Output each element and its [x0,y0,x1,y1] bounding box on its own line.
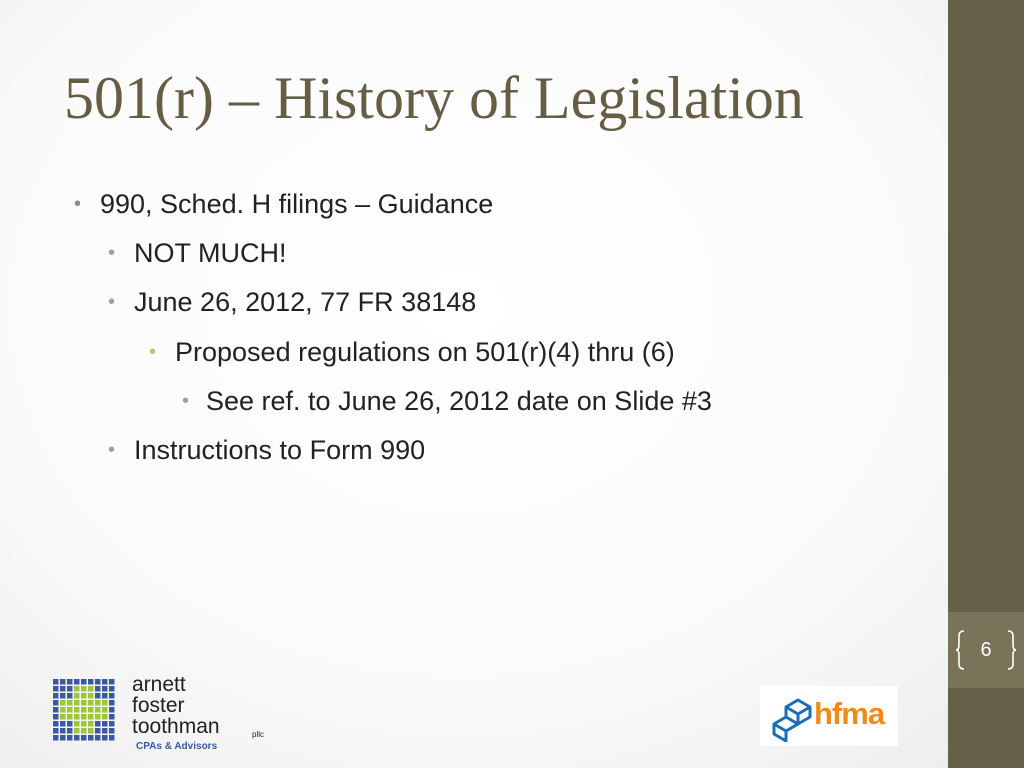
slide-title: 501(r) – History of Legislation [64,65,804,131]
slide-number: 6 [980,638,992,661]
aft-grid-square [102,693,108,699]
aft-name-line-1: arnett [132,673,186,696]
aft-grid-square [109,700,115,706]
aft-grid-square [60,735,66,741]
aft-grid-square [95,686,101,692]
bullet-item [182,381,712,421]
aft-grid-square [53,735,59,741]
aft-grid-square [88,700,94,706]
aft-grid-square [60,728,66,734]
bullet-item [108,430,426,470]
hfma-wordmark: hfma [814,696,885,731]
aft-name-line-3: toothman [132,715,220,738]
aft-grid-square [102,735,108,741]
bullet-item [74,184,494,224]
bullet-item [108,233,287,273]
bullet-dot-icon: • [108,242,116,264]
aft-grid-square [67,728,73,734]
bullet-dot-icon: • [74,193,82,215]
aft-grid-square [81,721,87,727]
aft-grid-square [67,735,73,741]
aft-grid-square [67,693,73,699]
aft-grid-square [81,700,87,706]
aft-grid-square [88,686,94,692]
aft-grid-square [95,728,101,734]
bullet-dot-icon: • [149,341,157,363]
aft-grid-mark-icon [52,678,118,744]
aft-grid-square [53,728,59,734]
aft-grid-square [53,679,59,685]
aft-grid-square [53,693,59,699]
aft-grid-square [60,686,66,692]
aft-grid-square [88,693,94,699]
bullet-text: Proposed regulations on 501(r)(4) thru (6) [175,337,675,367]
aft-name-line-2: foster [132,694,185,717]
aft-grid-square [109,707,115,713]
bullet-text: 990, Sched. H filings – Guidance [100,189,494,219]
aft-grid-square [88,679,94,685]
aft-grid-square [60,700,66,706]
aft-grid-square [60,721,66,727]
aft-grid-square [102,721,108,727]
bullet-item [149,332,675,372]
aft-grid-square [81,707,87,713]
aft-grid-square [109,686,115,692]
aft-grid-square [60,693,66,699]
aft-grid-square [109,728,115,734]
aft-grid-square [60,714,66,720]
aft-grid-square [74,721,80,727]
aft-grid-square [67,686,73,692]
aft-grid-square [95,679,101,685]
aft-grid-square [74,700,80,706]
slide-number-box [948,612,1024,688]
aft-grid-square [60,707,66,713]
aft-grid-square [109,721,115,727]
aft-grid-square [88,707,94,713]
bullet-text: NOT MUCH! [134,238,287,268]
aft-grid-square [102,728,108,734]
bullet-text: June 26, 2012, 77 FR 38148 [134,287,477,317]
aft-grid-square [67,700,73,706]
arnett-foster-toothman-logo [52,674,282,758]
aft-grid-square [81,693,87,699]
aft-grid-square [53,707,59,713]
bullet-text: See ref. to June 26, 2012 date on Slide #3 [206,386,712,416]
aft-grid-square [102,679,108,685]
aft-suffix: pllc [252,730,265,739]
aft-grid-square [102,707,108,713]
aft-grid-square [67,679,73,685]
aft-grid-square [81,728,87,734]
aft-grid-square [109,735,115,741]
aft-grid-square [53,714,59,720]
aft-grid-square [109,714,115,720]
bullet-text: Instructions to Form 990 [134,435,426,465]
aft-grid-square [81,735,87,741]
aft-grid-square [60,679,66,685]
hfma-cube-mark-icon [766,690,818,742]
aft-grid-square [109,679,115,685]
aft-grid-square [95,714,101,720]
aft-grid-square [74,735,80,741]
bullet-item [108,282,477,322]
aft-grid-square [67,721,73,727]
right-brace-icon [1006,630,1016,670]
aft-grid-square [74,693,80,699]
aft-grid-square [95,735,101,741]
aft-grid-square [95,707,101,713]
aft-grid-square [74,728,80,734]
aft-grid-square [102,686,108,692]
aft-grid-square [95,721,101,727]
aft-grid-square [109,693,115,699]
aft-grid-square [95,700,101,706]
aft-grid-square [81,714,87,720]
aft-grid-square [102,700,108,706]
aft-tagline: CPAs & Advisors [136,741,218,752]
aft-grid-square [88,714,94,720]
aft-grid-square [53,700,59,706]
aft-grid-square [81,679,87,685]
aft-grid-square [53,686,59,692]
aft-grid-square [81,686,87,692]
aft-grid-square [102,714,108,720]
bullet-dot-icon: • [108,291,116,313]
aft-grid-square [88,728,94,734]
aft-grid-square [74,679,80,685]
aft-grid-square [74,714,80,720]
aft-grid-square [74,686,80,692]
aft-grid-square [67,714,73,720]
aft-grid-square [88,735,94,741]
aft-grid-square [95,693,101,699]
bullet-dot-icon: • [108,439,116,461]
aft-grid-square [67,707,73,713]
bullet-dot-icon: • [182,390,190,412]
hfma-logo [760,686,898,746]
aft-grid-square [74,707,80,713]
aft-grid-square [53,721,59,727]
aft-grid-square [88,721,94,727]
